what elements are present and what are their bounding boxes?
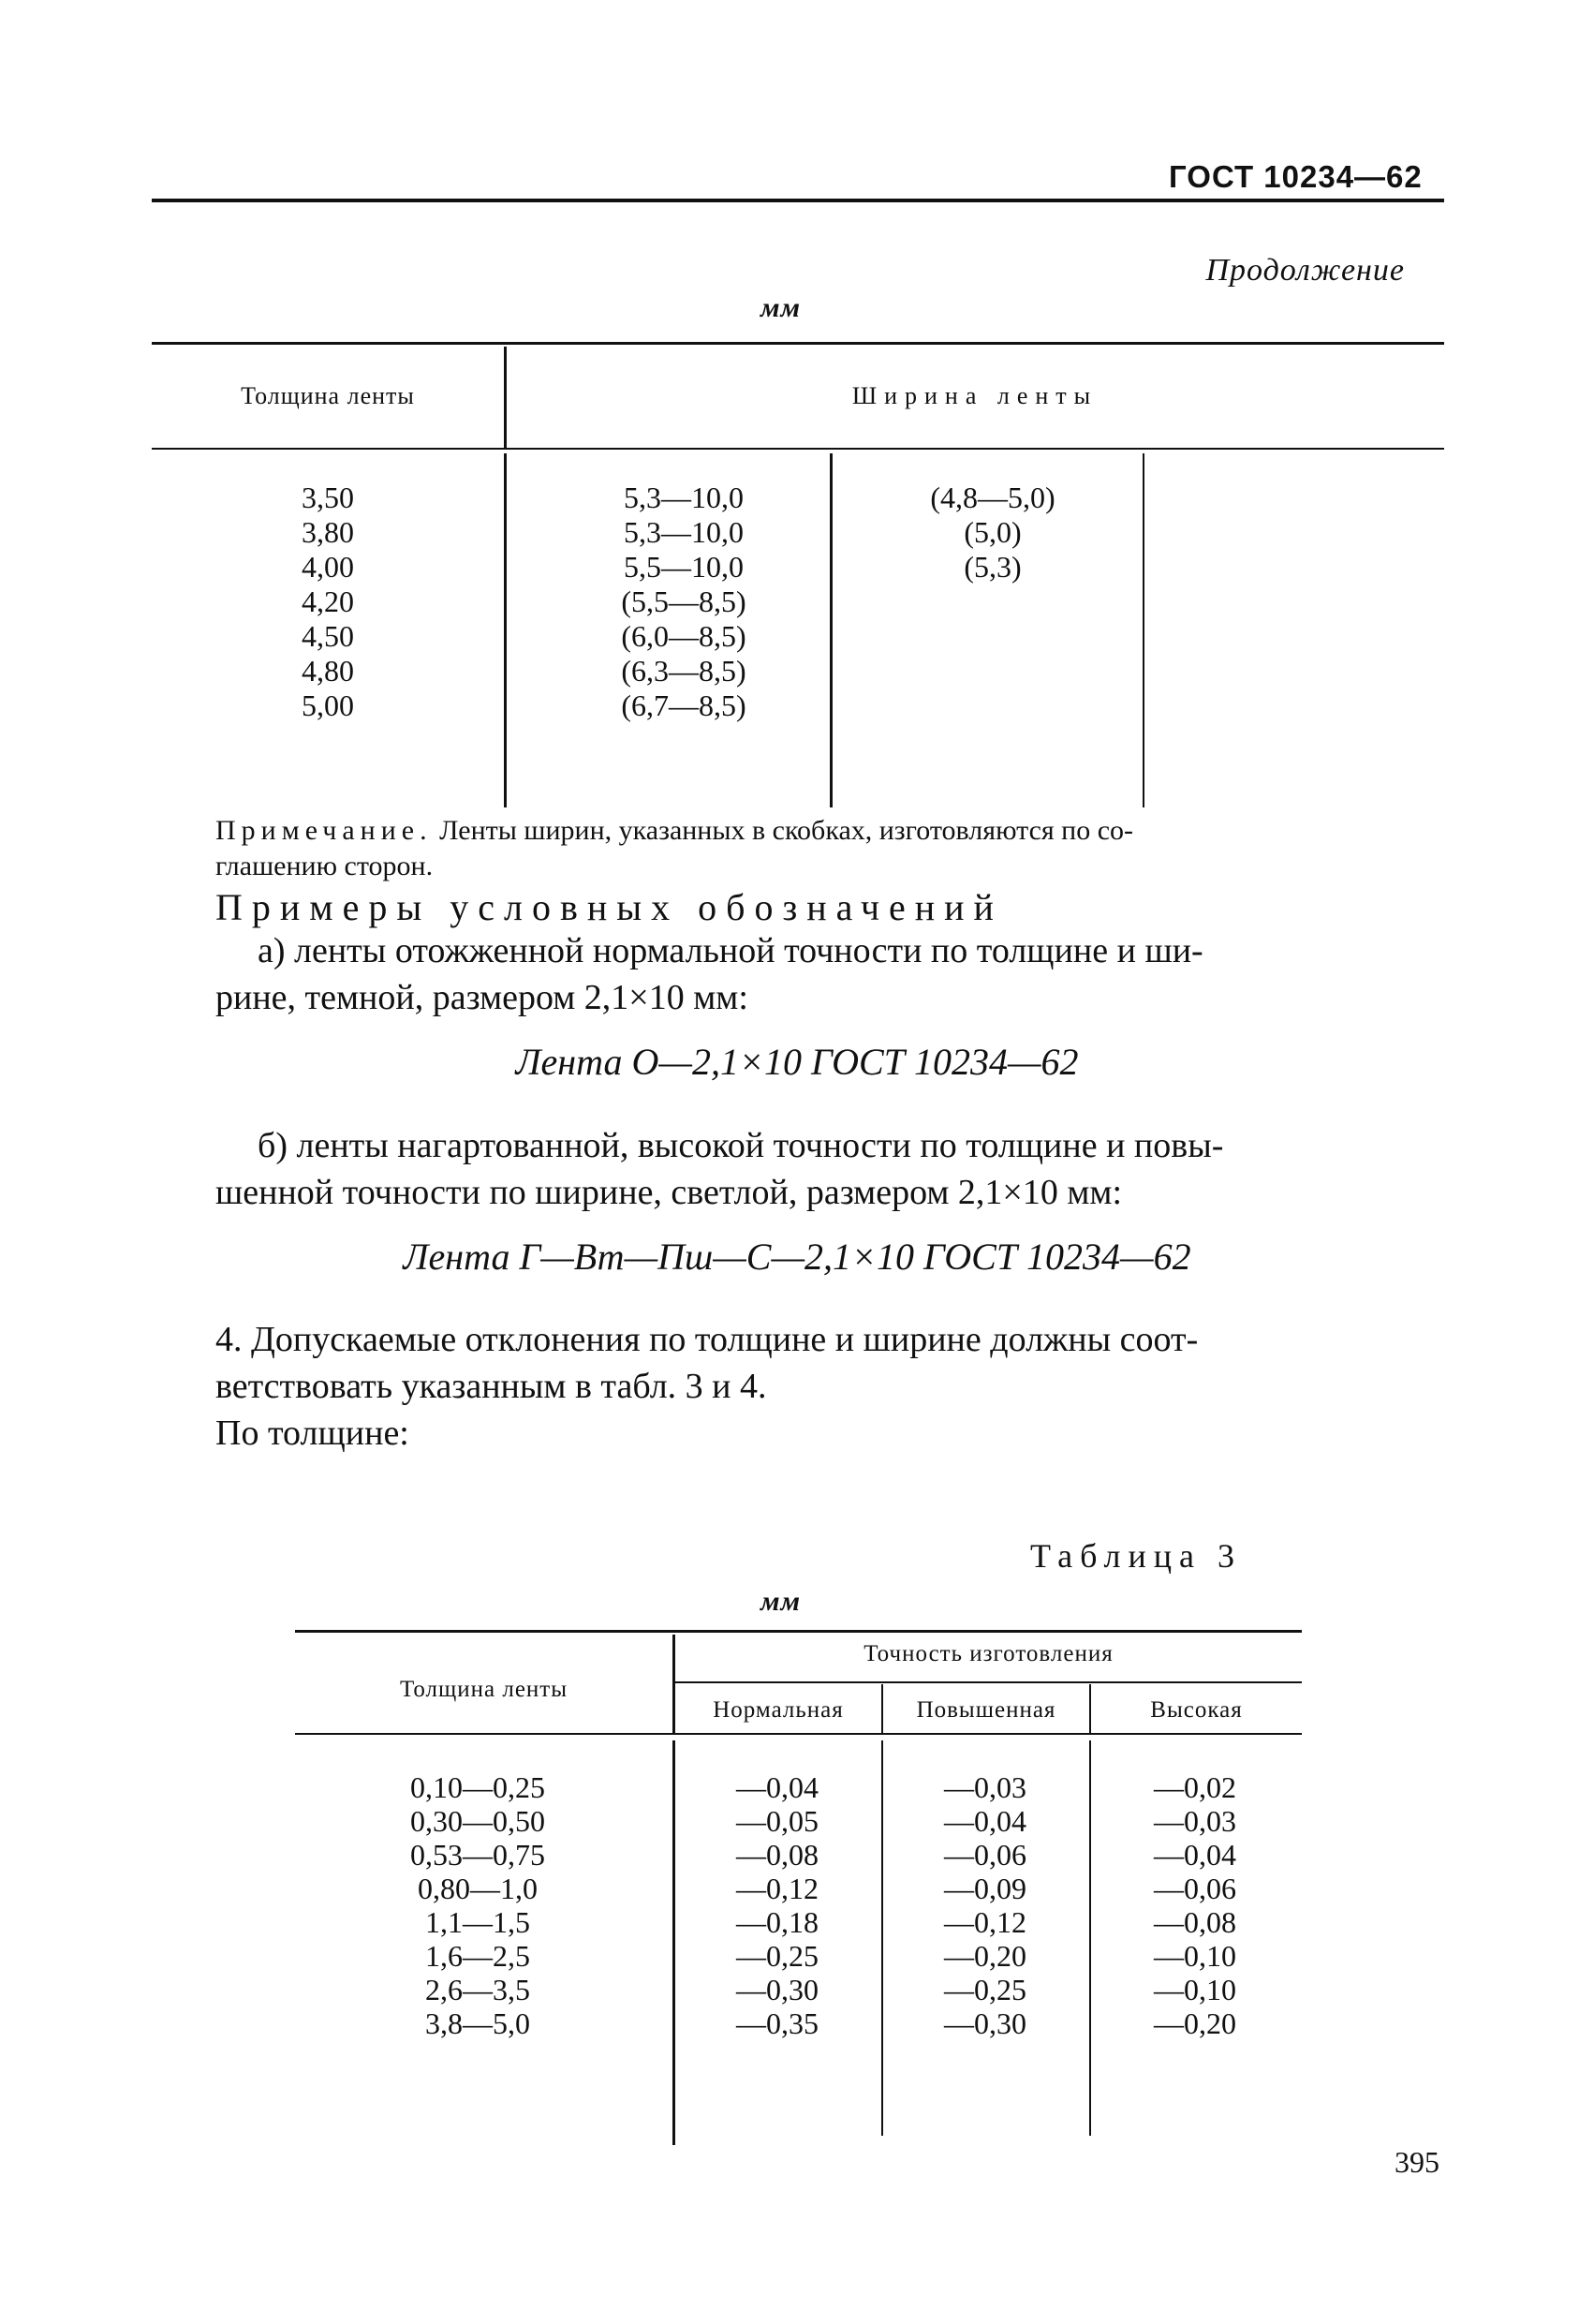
table-cell: —0,10 [1154, 1939, 1236, 1973]
table-cell: 3,8—5,0 [425, 2006, 530, 2040]
table-cell: —0,09 [944, 1872, 1026, 1905]
table3-increased-column [892, 1770, 1079, 2040]
table-cell: 0,30—0,50 [410, 1804, 545, 1838]
section4-line1: 4. Допускаемые отклонения по толщине и ширине должны соот- [215, 1320, 1199, 1359]
example-b-line2: шенной точности по ширине, светлой, размером 2,1×10 мм: [215, 1173, 1122, 1212]
table3-col-divider-3 [1089, 1740, 1091, 2136]
width-column-a [562, 481, 805, 723]
table3-header-normal: Нормальная [713, 1697, 844, 1723]
examples-heading: Примеры условных обозначений [215, 886, 1003, 928]
note-label: Примечание. [215, 815, 433, 846]
table-col-divider-3 [1143, 453, 1144, 807]
thickness-column [215, 481, 440, 723]
table-cell: —0,30 [736, 1973, 819, 2006]
table3-top-rule [295, 1630, 1302, 1633]
table-cell: —0,10 [1154, 1973, 1236, 2006]
column-header-width: Ширина ленты [851, 382, 1099, 409]
table-cell: 4,80 [302, 654, 354, 688]
continuation-label: Продолжение [1205, 253, 1405, 288]
table3-title: Таблица 3 [1030, 1537, 1242, 1575]
table-cell: —0,20 [1154, 2006, 1236, 2040]
table-cell: —0,03 [944, 1770, 1026, 1804]
table-cell: 0,10—0,25 [410, 1770, 545, 1804]
example-b-formula: Лента Г—Вт—Пш—С—2,1×10 ГОСТ 10234—62 [403, 1236, 1191, 1278]
table-top-rule [152, 342, 1444, 345]
table-cell: 2,6—3,5 [425, 1973, 530, 2006]
note-text-continued: глашению сторон. [215, 851, 434, 881]
section4-line3: По толщине: [215, 1414, 409, 1453]
table-cell: 5,3—10,0 [624, 481, 744, 514]
table3-header-high: Высокая [1150, 1697, 1243, 1723]
example-a-line1: а) ленты отожженной нормальной точности по толщине и ши- [258, 931, 1203, 970]
table-cell: 3,80 [302, 515, 354, 549]
table-cell: (5,0) [964, 515, 1022, 549]
document-standard-number: ГОСТ 10234—62 [1169, 159, 1423, 194]
table3-header-rule [295, 1733, 1302, 1735]
table-cell: 5,5—10,0 [624, 550, 744, 584]
table-cell: 4,00 [302, 550, 354, 584]
table-cell: —0,35 [736, 2006, 819, 2040]
width-column-b [862, 481, 1124, 585]
example-b-line1: б) ленты нагартованной, высокой точности по толщине и повы- [258, 1126, 1224, 1165]
note-text: Ленты ширин, указанных в скобках, изготовляются по со- [432, 815, 1134, 846]
table-cell: 5,00 [302, 688, 354, 722]
table3-header-accuracy: Точность изготовления [863, 1641, 1114, 1666]
table-cell: —0,04 [944, 1804, 1026, 1838]
table-cell: (4,8—5,0) [930, 481, 1055, 514]
table-cell: —0,08 [1154, 1905, 1236, 1939]
example-a-line2: рине, темной, размером 2,1×10 мм: [215, 978, 748, 1017]
table3-unit: мм [760, 1586, 802, 1617]
header-rule [152, 199, 1444, 202]
table3-normal-column [684, 1770, 871, 2040]
table-cell: —0,04 [736, 1770, 819, 1804]
table-col-divider-2 [830, 453, 833, 807]
table-cell: (6,3—8,5) [621, 654, 746, 688]
table-cell: 0,53—0,75 [410, 1838, 545, 1872]
table-cell: —0,25 [736, 1939, 819, 1973]
table-col-divider-1 [504, 453, 507, 807]
table-cell: —0,30 [944, 2006, 1026, 2040]
table3-header-thickness: Толщина ленты [399, 1677, 568, 1702]
table-cell: —0,08 [736, 1838, 819, 1872]
column-header-thickness: Толщина ленты [241, 382, 415, 409]
table-cell: —0,18 [736, 1905, 819, 1939]
table-cell: 4,50 [302, 619, 354, 653]
table-cell: 0,80—1,0 [418, 1872, 538, 1905]
table-note [215, 813, 1442, 884]
table-cell: (5,5—8,5) [621, 585, 746, 618]
table-cell: —0,25 [944, 1973, 1026, 2006]
table-cell: —0,12 [736, 1872, 819, 1905]
table-cell: (6,0—8,5) [621, 619, 746, 653]
table-cell: 4,20 [302, 585, 354, 618]
table3-high-column [1101, 1770, 1289, 2040]
table-cell: (5,3) [964, 550, 1022, 584]
table-cell: 1,6—2,5 [425, 1939, 530, 1973]
table-cell: —0,06 [1154, 1872, 1236, 1905]
example-a-formula: Лента О—2,1×10 ГОСТ 10234—62 [515, 1041, 1079, 1083]
table-cell: —0,03 [1154, 1804, 1236, 1838]
table-header-rule [152, 448, 1444, 450]
table-unit: мм [760, 292, 802, 323]
table-cell: 5,3—10,0 [624, 515, 744, 549]
table3-col-divider-2 [881, 1740, 883, 2136]
table-cell: (6,7—8,5) [621, 688, 746, 722]
table3-col-divider-1 [672, 1740, 675, 2145]
table-cell: —0,02 [1154, 1770, 1236, 1804]
table-cell: —0,04 [1154, 1838, 1236, 1872]
table-cell: —0,05 [736, 1804, 819, 1838]
table-cell: 3,50 [302, 481, 354, 514]
table3-thickness-column [337, 1770, 618, 2040]
table-cell: —0,20 [944, 1939, 1026, 1973]
page-number: 395 [1395, 2145, 1439, 2179]
table3-header-increased: Повышенная [916, 1697, 1056, 1723]
table-cell: —0,12 [944, 1905, 1026, 1939]
table-cell: 1,1—1,5 [425, 1905, 530, 1939]
section4-line2: ветствовать указанным в табл. 3 и 4. [215, 1367, 767, 1406]
table3-subheader-rule [674, 1681, 1302, 1683]
table-cell: —0,06 [944, 1838, 1026, 1872]
